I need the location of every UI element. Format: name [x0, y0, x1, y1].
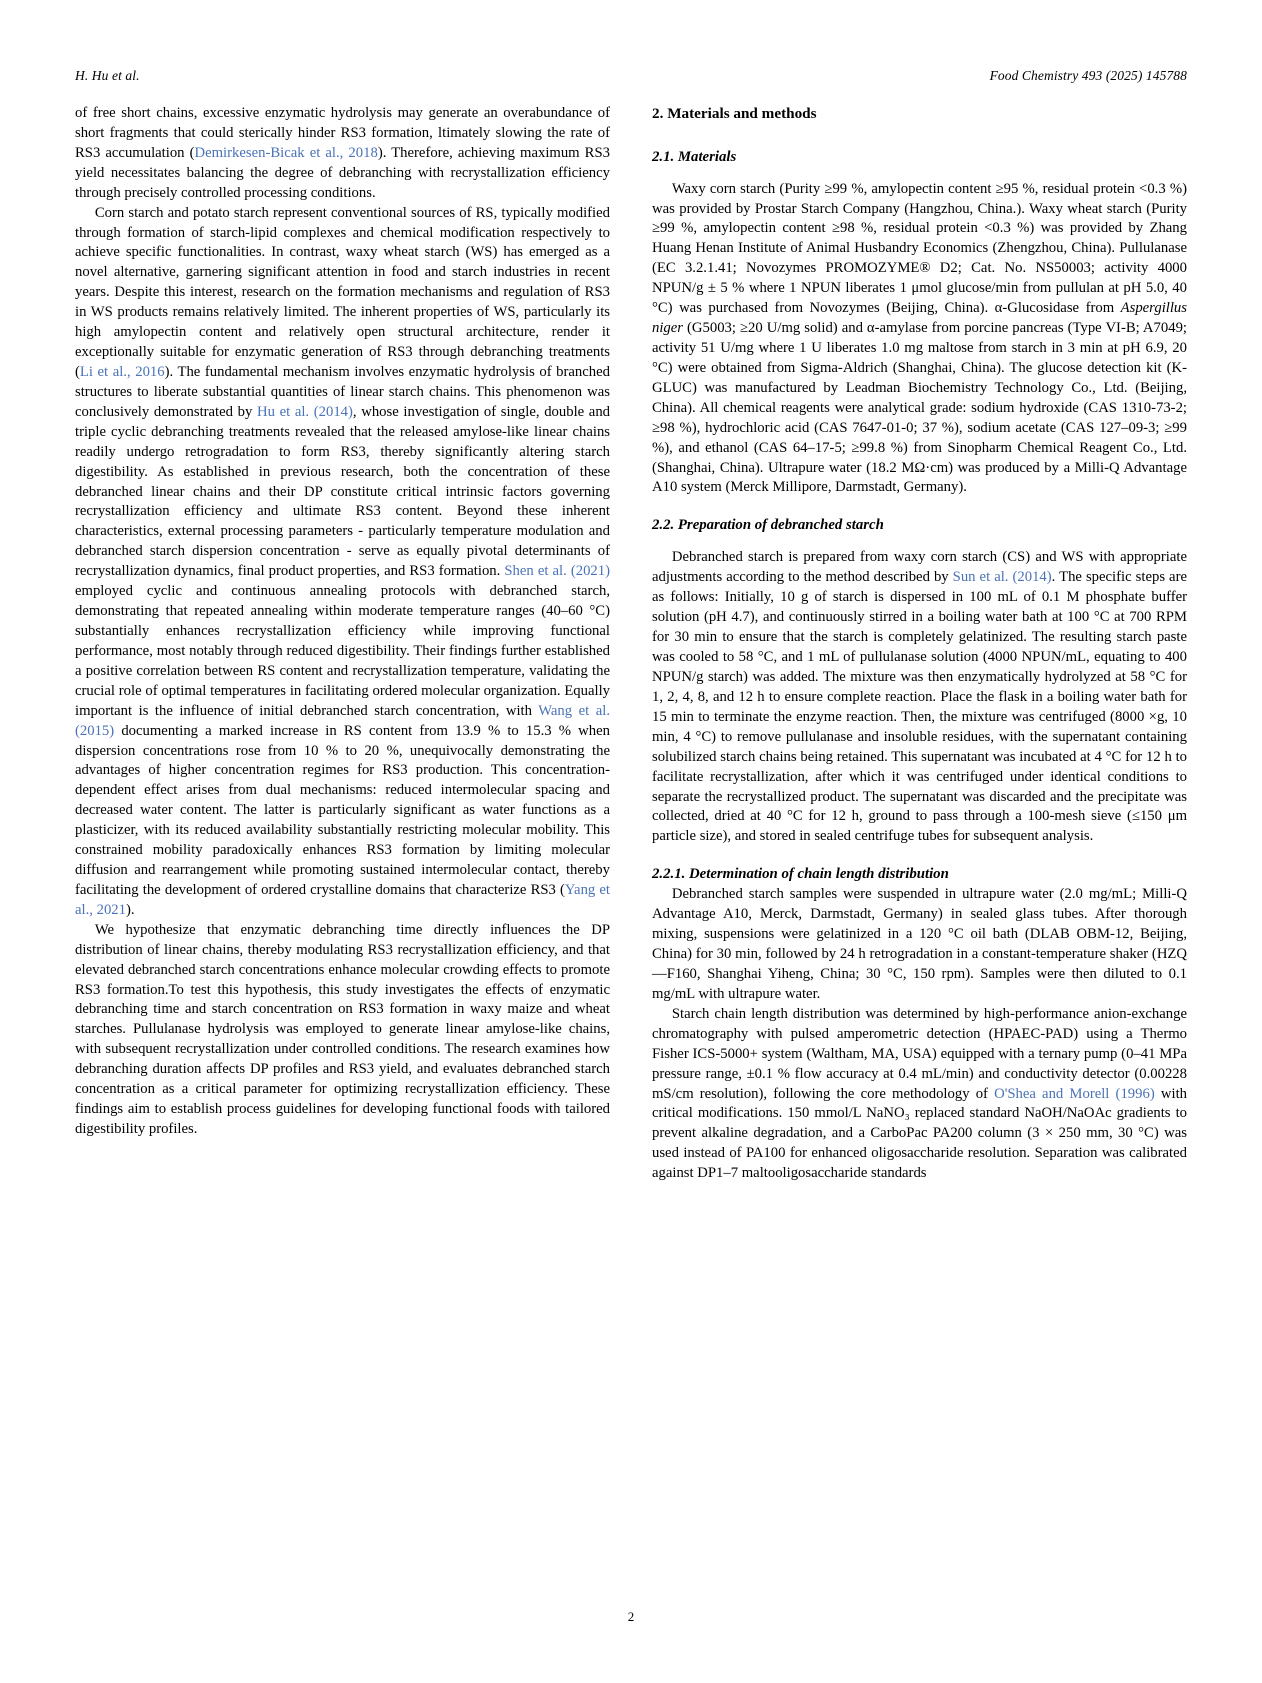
citation-link[interactable]: Yang et al., 2021	[75, 881, 610, 918]
citation-link[interactable]: Li et al., 2016	[79, 363, 165, 380]
para-text: documenting a marked increase in RS content from 13.9 % to 15.3 % when dispersion concentrations rose from 10 % to 20 %, unequivocally demonstrating the advantages of higher concentration regimes for RS3 production. This concentration-dependent effect arises from dual mechanisms: reduced intermolecular spacing and decreased water content. The latter is particularly significant as water functions as a plasticizer, with its reduced availability substantially restricting molecular mobility. This constrained mobility paradoxically enhances RS3 formation by limiting molecular diffusion and rearrangement while promoting sustained intermolecular contact, thereby facilitating the development of ordered crystalline domains that characterize RS3 (	[75, 722, 610, 898]
citation-link[interactable]: Demirkesen-Bicak et al., 2018	[194, 144, 378, 161]
para-text: . The specific steps are as follows: Initially, 10 g of starch is dispersed in 100 mL of 0.1 M phosphate buffer solution (pH 4.7), and continuously stirred in a boiling water bath at 100 °C at 700 RPM for 30 min to ensure that the starch is completely gelatinized. The resulting starch paste was cooled to 58 °C, and 1 mL of pullulanase solution (4000 NPUN/mL, equating to 400 NPUN/g starch) was added. The mixture was then enzymatically hydrolyzed at 58 °C for 1, 2, 4, 8, and 12 h to ensure complete reaction. Place the flask in a boiling water bath for 15 min to terminate the enzyme reaction. Then, the mixture was centrifuged (8000 ×g, 10 min, 4 °C) to remove pullulanase and insoluble residues, with the supernatant containing solubilized starch chains being retained. This supernatant was incubated at 4 °C for 12 h to facilitate recrystallization, after which it was centrifuged under identical conditions to separate the recrystallized product. The supernatant was discarded and the precipitate was collected, dried at 40 °C for 12 h, ground to pass through a 100-mesh sieve (≤150 μm particle size), and stored in sealed centrifuge tubes for subsequent analysis.	[652, 569, 1187, 845]
subsubsection-heading-chain-length: 2.2.1. Determination of chain length distribution	[652, 866, 949, 883]
citation-link[interactable]: Sun et al. (2014)	[952, 569, 1052, 586]
para-text: Corn starch and potato starch represent conventional sources of RS, typically modified through formation of starch-lipid complexes and chemical modification respectively to achieve specific functionalities. In contrast, waxy wheat starch (WS) has emerged as a novel alternative, garnering significant attention in food and starch industries in recent years. Despite this interest, research on the formation mechanisms and regulation of RS3 in WS products remains relatively limited. The inherent properties of WS, particularly its high amylopectin content and relatively open structural architecture, render it exceptionally suitable for enzymatic generation of RS3 through debranching treatments (	[75, 204, 610, 380]
right-column	[652, 104, 1187, 1184]
citation-link[interactable]: O'Shea and Morell (1996)	[994, 1085, 1155, 1102]
section-heading-materials-and-methods: 2. Materials and methods	[652, 105, 817, 122]
paragraph	[652, 548, 1187, 847]
running-head-journal: Food Chemistry 493 (2025) 145788	[989, 68, 1187, 83]
para-text: with critical modifications. 150 mmol/L NaNO₃ replaced standard NaOH/NaOAc gradients to prevent alkaline degradation, and a CarboPac PA200 column (3 × 250 mm, 30 °C) was used instead of PA100 for enhanced oligosaccharide resolution. Separation was calibrated against DP1–7 maltooligosaccharide standards	[652, 1085, 1187, 1182]
para-text: ). The fundamental mechanism involves enzymatic hydrolysis of branched structures to liberate substantial quantities of linear starch chains. This phenomenon was conclusively demonstrated by	[75, 363, 611, 420]
left-column	[75, 104, 610, 1184]
para-text: of free short chains, excessive enzymatic hydrolysis may generate an overabundance of short fragments that could sterically hinder RS3 formation, ltimately slowing the rate of RS3 accumulation (	[75, 105, 610, 161]
paragraph	[652, 180, 1187, 499]
paragraph	[75, 204, 610, 921]
paragraph: We hypothesize that enzymatic debranching time directly influences the DP distribution of linear chains, thereby modulating RS3 recrystallization efficiency, and that elevated debranched starch concentrations enhance molecular crowding effects to promote RS3 formation.To test this hypothesis, this study investigates the effects of enzymatic debranching time and starch concentration on RS3 formation in waxy maize and wheat starches. Pullulanase hydrolysis was employed to generate linear amylose-like chains, with subsequent recrystallization under controlled conditions. The research examines how debranching duration affects DP profiles and RS3 yield, and evaluates debranched starch concentration as a critical parameter for optimizing recrystallization efficiency. These findings aim to establish process guidelines for developing functional foods with tailored digestibility profiles.	[75, 921, 610, 1138]
citation-link[interactable]: Hu et al. (2014)	[256, 403, 353, 420]
paragraph	[652, 1005, 1187, 1184]
paragraph-continuation	[75, 104, 610, 204]
para-text: employed cyclic and continuous annealing protocols with debranched starch, demonstrating that repeated annealing within moderate temperature ranges (40–60 °C) substantially enhances recrystallization efficiency while improving functional performance, most notably through reduced digestibility. Their findings further established a positive correlation between RS content and recrystallization temperature, validating the crucial role of optimal temperatures in facilitating ordered molecular organization. Equally important is the influence of initial debranched starch concentration, with	[75, 583, 610, 719]
running-head	[75, 68, 1187, 84]
subsection-heading-preparation: 2.2. Preparation of debranched starch	[652, 517, 884, 534]
para-text: Starch chain length distribution was determined by high-performance anion-exchange chromatography with pulsed amperometric detection (HPAEC-PAD) using a Thermo Fisher ICS-5000+ system (Waltham, MA, USA) equipped with a ternary pump (0–41 MPa pressure range, ±0.1 % flow accuracy at 0.4 mL/min) and conductivity detector (0.00228 mS/cm resolution), following the core methodology of	[652, 1005, 1187, 1102]
para-text: Debranched starch is prepared from waxy corn starch (CS) and WS with appropriate adjustments according to the method described by	[652, 549, 1187, 586]
para-text: ).	[126, 901, 135, 918]
citation-link[interactable]: Wang et al. (2015)	[75, 702, 610, 739]
para-text: , whose investigation of single, double and triple cyclic debranching treatments revealed that the released amylose-like linear chains readily undergo retrogradation to form RS3, thereby significantly altering starch digestibility. As established in previous research, both the concentration of these debranched linear chains and their DP constitute critical intrinsic factors governing recrystallization efficiency and ultimate RS3 content. Beyond these inherent characteristics, external processing parameters - particularly temperature modulation and debranched starch dispersion concentration - serve as equally pivotal determinants of recrystallization dynamics, final product properties, and RS3 formation.	[75, 403, 611, 580]
species-name: Aspergillus niger	[652, 300, 1187, 337]
paragraph: Debranched starch samples were suspended in ultrapure water (2.0 mg/mL; Milli-Q Advantage A10, Merck, Darmstadt, Germany) in sealed glass tubes. After thorough mixing, suspensions were gelatinized in a 120 °C oil bath (DLAB OBM-12, Beijing, China) for 30 min, followed by 24 h retrogradation in a constant-temperature shaker (HZQ—F160, Shanghai Yiheng, China; 30 °C, 150 rpm). Samples were then diluted to 0.1 mg/mL with ultrapure water.	[652, 886, 1187, 1002]
para-text: ). Therefore, achieving maximum RS3 yield necessitates balancing the degree of debranching with recrystallization efficiency through precisely controlled processing conditions.	[75, 144, 610, 201]
page-number: 2	[627, 1609, 635, 1624]
two-column-body	[75, 104, 1187, 1184]
subsection-heading-materials: 2.1. Materials	[652, 148, 737, 165]
para-text: Waxy corn starch (Purity ≥99 %, amylopectin content ≥95 %, residual protein <0.3 %) was provided by Prostar Starch Company (Hangzhou, China.). Waxy wheat starch (Purity ≥99 %, amylopectin content ≥98 %, residual protein <0.3 %) was provided by Zhang Huang Henan Institute of Animal Husbandry Economics (Zhengzhou, China). Pullulanase (EC 3.2.1.41; Novozymes PROMOZYME® D2; Cat. No. NS50003; activity 4000 NPUN/g ± 5 % where 1 NPUN liberates 1 μmol glucose/min from pullulan at pH 5.0, 40 °C) was purchased from Novozymes (Beijing, China). α-Glucosidase from	[652, 180, 1187, 317]
para-text: (G5003; ≥20 U/mg solid) and α-amylase from porcine pancreas (Type VI-B; A7049; activity 51 U/mg where 1 U liberates 1.0 mg maltose from starch in 3 min at pH 6.9, 20 °C) were obtained from Sigma-Aldrich (Shanghai, China). The glucose detection kit (K-GLUC) was manufactured by Leadman Biochemistry Technology Co., Ltd. (Beijing, China). All chemical reagents were analytical grade: sodium hydroxide (CAS 1310-73-2; ≥98 %), hydrochloric acid (CAS 7647-01-0; 37 %), sodium acetate (CAS 127–09-3; ≥99 %), and ethanol (CAS 64–17-5; ≥99.8 %) from Sinopharm Chemical Reagent Co., Ltd. (Shanghai, China). Ultrapure water (18.2 MΩ·cm) was produced by a Milli-Q Advantage A10 system (Merck Millipore, Darmstadt, Germany).	[652, 320, 1187, 496]
running-head-authors: H. Hu et al.	[75, 68, 140, 83]
citation-link[interactable]: Shen et al. (2021)	[504, 563, 610, 580]
